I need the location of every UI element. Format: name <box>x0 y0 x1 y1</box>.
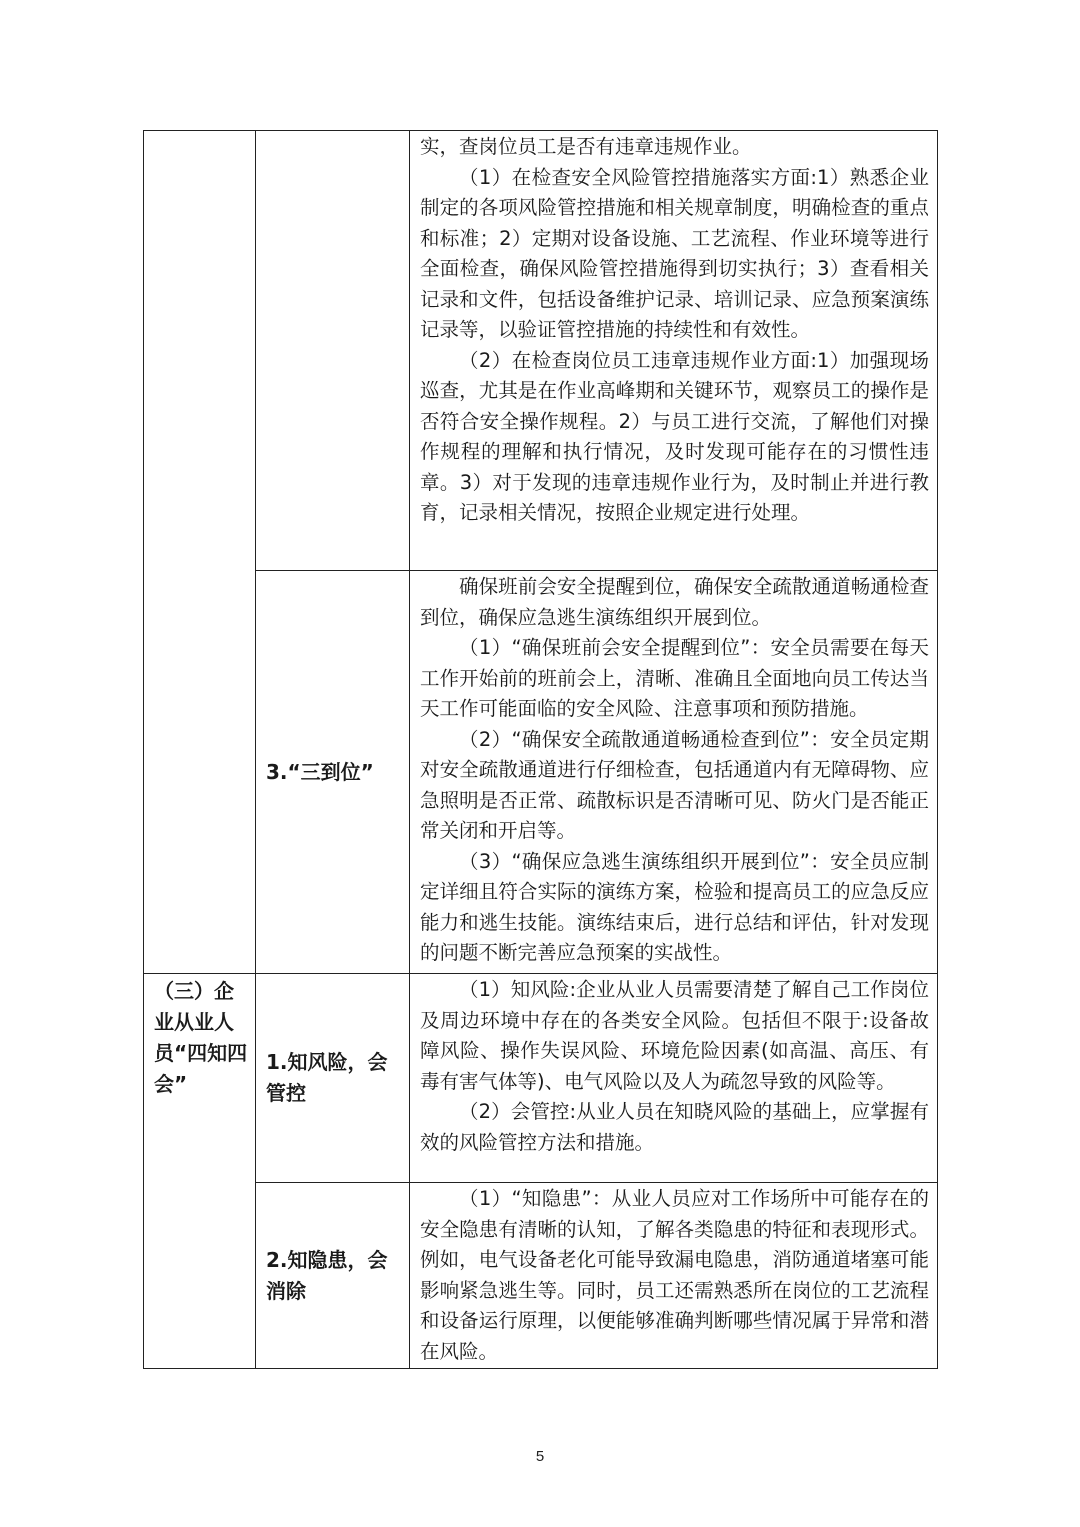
table-row <box>144 131 938 571</box>
paragraph: 确保班前会安全提醒到位，确保安全疏散通道畅通检查到位，确保应急逃生演练组织开展到位。 <box>420 575 929 629</box>
paragraph: （2）在检查岗位员工违章违规作业方面:1）加强现场巡查，尤其是在作业高峰期和关键环节，观察员工的操作是否符合安全操作规程。2）与员工进行交流，了解他们对操作规程的理解和执行情况，及时发现可能存在的习惯性违章。3）对于发现的违章违规作业行为，及时制止并进行教育，记录相关情况，按照企业规定进行处理。 <box>420 348 929 524</box>
table-row <box>144 1183 938 1369</box>
paragraph: （1）“确保班前会安全提醒到位”：安全员需要在每天工作开始前的班前会上，清晰、准确且全面地向员工传达当天工作可能面临的安全风险、注意事项和预防措施。 <box>420 636 929 720</box>
paragraph: （3）“确保应急逃生演练组织开展到位”：安全员应制定详细且符合实际的演练方案，检验和提高员工的应急反应能力和逃生技能。演练结束后，进行总结和评估，针对发现的问题不断完善应急预案的实战性。 <box>420 849 929 964</box>
content-cell <box>410 131 938 571</box>
paragraph: 实，查岗位员工是否有违章违规作业。 <box>420 135 752 158</box>
item-label: 2.知隐患，会消除 <box>256 1183 410 1369</box>
table-row <box>144 571 938 974</box>
table-row <box>144 974 938 1183</box>
requirements-table <box>143 130 938 1369</box>
paragraph: （2）会管控:从业人员在知晓风险的基础上，应掌握有效的风险管控方法和措施。 <box>420 1100 929 1154</box>
content-cell <box>410 1183 938 1369</box>
item-cell-empty <box>256 131 410 571</box>
content-cell <box>410 571 938 974</box>
paragraph: （1）知风险:企业从业人员需要清楚了解自己工作岗位及周边环境中存在的各类安全风险。包括但不限于:设备故障风险、操作失误风险、环境危险因素(如高温、高压、有毒有害气体等)、电气风险以及人为疏忽导致的风险等。 <box>420 978 929 1093</box>
category-text: （三）企业从业人员“四知四会” <box>154 979 248 1096</box>
paragraph: （1）在检查安全风险管控措施落实方面:1）熟悉企业制定的各项风险管控措施和相关规章制度，明确检查的重点和标准；2）定期对设备设施、工艺流程、作业环境等进行全面检查，确保风险管控措施得到切实执行；3）查看相关记录和文件，包括设备维护记录、培训记录、应急预案演练记录等，以验证管控措施的持续性和有效性。 <box>420 165 929 341</box>
item-label: 3.“三到位” <box>256 571 410 974</box>
category-label <box>144 974 256 1369</box>
content-cell <box>410 974 938 1183</box>
category-cell-empty <box>144 131 256 974</box>
paragraph: （1）“知隐患”：从业人员应对工作场所中可能存在的安全隐患有清晰的认知，了解各类隐患的特征和表现形式。例如，电气设备老化可能导致漏电隐患，消防通道堵塞可能影响紧急逃生等。同时，员工还需熟悉所在岗位的工艺流程和设备运行原理，以便能够准确判断哪些情况属于异常和潜在风险。 <box>420 1187 929 1363</box>
item-label: 1.知风险，会管控 <box>256 974 410 1183</box>
page-number: 5 <box>535 1448 545 1465</box>
paragraph: （2）“确保安全疏散通道畅通检查到位”：安全员定期对安全疏散通道进行仔细检查，包括通道内有无障碍物、应急照明是否正常、疏散标识是否清晰可见、防火门是否能正常关闭和开启等。 <box>420 727 929 842</box>
